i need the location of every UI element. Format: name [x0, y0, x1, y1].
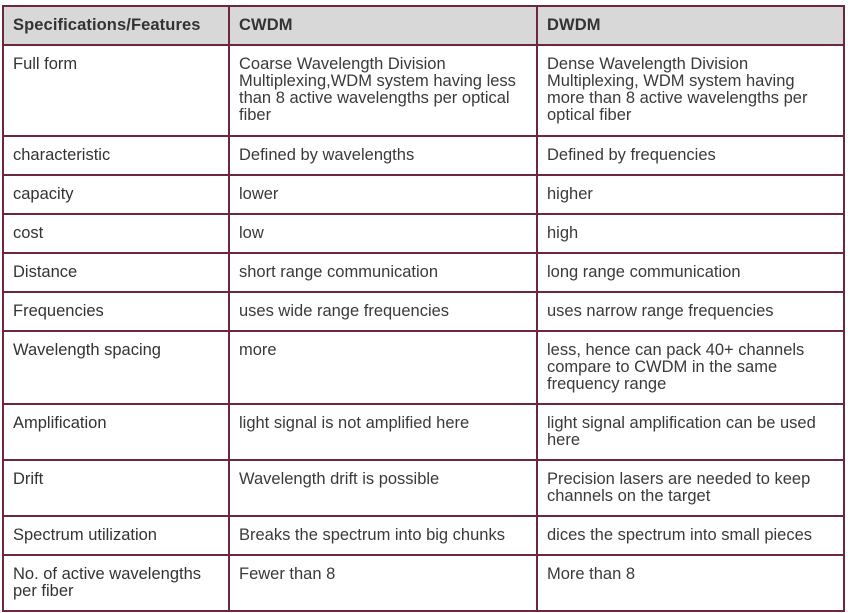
feature-cell: cost	[3, 214, 229, 253]
feature-cell: Amplification	[3, 404, 229, 460]
dwdm-cell: dices the spectrum into small pieces	[537, 516, 844, 555]
cwdm-cell: uses wide range frequencies	[229, 292, 537, 331]
dwdm-cell: More than 8	[537, 555, 844, 611]
header-cwdm: CWDM	[229, 6, 537, 45]
feature-cell: Spectrum utilization	[3, 516, 229, 555]
feature-cell: characteristic	[3, 136, 229, 175]
cwdm-cell: Defined by wavelengths	[229, 136, 537, 175]
dwdm-cell: Precision lasers are needed to keep channels on the target	[537, 460, 844, 516]
table-row	[3, 404, 844, 460]
table-row	[3, 214, 844, 253]
header-specifications: Specifications/Features	[3, 6, 229, 45]
cwdm-cell: light signal is not amplified here	[229, 404, 537, 460]
cwdm-dwdm-comparison-table	[2, 5, 845, 612]
dwdm-cell: long range communication	[537, 253, 844, 292]
cwdm-cell: low	[229, 214, 537, 253]
table-row	[3, 516, 844, 555]
table-row	[3, 555, 844, 611]
table-row	[3, 175, 844, 214]
table-row	[3, 45, 844, 136]
cwdm-cell: short range communication	[229, 253, 537, 292]
feature-cell: No. of active wavelengths per fiber	[3, 555, 229, 611]
cwdm-cell: Fewer than 8	[229, 555, 537, 611]
cwdm-cell: Breaks the spectrum into big chunks	[229, 516, 537, 555]
table-row	[3, 136, 844, 175]
cwdm-cell: Wavelength drift is possible	[229, 460, 537, 516]
dwdm-cell: less, hence can pack 40+ channels compare to CWDM in the same frequency range	[537, 331, 844, 404]
table-row	[3, 292, 844, 331]
feature-cell: capacity	[3, 175, 229, 214]
feature-cell: Frequencies	[3, 292, 229, 331]
dwdm-cell: uses narrow range frequencies	[537, 292, 844, 331]
cwdm-cell: lower	[229, 175, 537, 214]
table-row	[3, 253, 844, 292]
dwdm-cell: high	[537, 214, 844, 253]
table-header-row	[3, 6, 844, 45]
dwdm-cell: higher	[537, 175, 844, 214]
feature-cell: Full form	[3, 45, 229, 136]
cwdm-cell: Coarse Wavelength Division Multiplexing,WDM system having less than 8 active wavelengths per optical fiber	[229, 45, 537, 136]
dwdm-cell: Dense Wavelength Division Multiplexing, WDM system having more than 8 active wavelengths per optical fiber	[537, 45, 844, 136]
dwdm-cell: Defined by frequencies	[537, 136, 844, 175]
feature-cell: Drift	[3, 460, 229, 516]
table-row	[3, 460, 844, 516]
table-row	[3, 331, 844, 404]
feature-cell: Wavelength spacing	[3, 331, 229, 404]
feature-cell: Distance	[3, 253, 229, 292]
header-dwdm: DWDM	[537, 6, 844, 45]
dwdm-cell: light signal amplification can be used here	[537, 404, 844, 460]
cwdm-cell: more	[229, 331, 537, 404]
